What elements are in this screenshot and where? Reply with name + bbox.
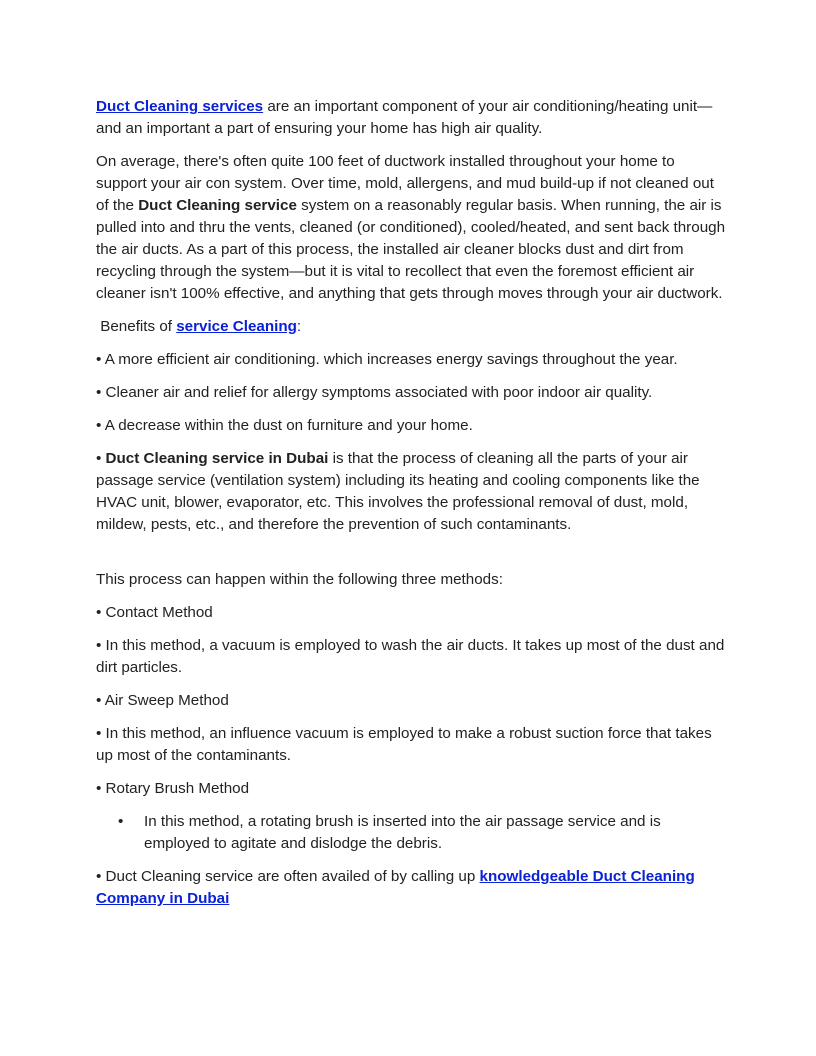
air-sweep-method: • Air Sweep Method (96, 692, 229, 709)
ductwork-text-a: On average, there's often quite 100 feet of ductwork installed throughout your home to support your air con system. Over time, mold, allergens, and mud build-up if not cleaned out of the (96, 153, 714, 214)
service-cleaning-link[interactable]: service Cleaning (176, 318, 297, 335)
contact-method-desc: • In this method, a vacuum is employed to wash the air ducts. It takes up most of the dust and dirt particles. (96, 637, 725, 676)
rotary-brush-method: • Rotary Brush Method (96, 780, 250, 797)
ductwork-paragraph (96, 151, 726, 305)
benefit-item: • Cleaner air and relief for allergy symptoms associated with poor indoor air quality. (96, 384, 653, 401)
ductwork-text-b: system on a reasonably regular basis. When running, the air is pulled into and thru the vents, cleaned (or conditioned), cooled/heated, and sent back through the air ducts. As a part of this process, the installed air cleaner blocks dust and dirt from recycling through the system—but it is vital to recollect that even the foremost efficient air cleaner isn't 100% effective, and anything that gets through moves through your air ductwork. (96, 197, 726, 302)
air-sweep-method-desc: • In this method, an influence vacuum is employed to make a robust suction force that takes up most of the contaminants. (96, 725, 712, 764)
contact-method: • Contact Method (96, 604, 213, 621)
knowledgeable-company-link[interactable]: knowledgeable Duct Cleaning Company in Dubai (96, 868, 695, 907)
intro-paragraph (96, 96, 726, 140)
rotary-brush-desc: In this method, a rotating brush is inserted into the air passage service and is employed to agitate and dislodge the debris. (144, 813, 661, 852)
duct-cleaning-dubai-bold: Duct Cleaning service in Dubai (105, 450, 329, 467)
blank-line (96, 547, 726, 569)
methods-intro: This process can happen within the following three methods: (96, 571, 503, 588)
benefits-colon: : (296, 318, 302, 335)
rotary-brush-desc-item (96, 811, 726, 855)
benefits-heading (96, 316, 726, 338)
closing-text: • Duct Cleaning service are often availed of by calling up (96, 868, 480, 885)
benefits-prefix: Benefits of (96, 318, 177, 335)
dubai-text: is that the process of cleaning all the parts of your air passage service (ventilation system) including its heating and cooling components like the HVAC unit, blower, evaporator, etc. This involves the professional removal of dust, mold, mildew, pests, etc., and therefore the prevention of such contaminants. (96, 450, 700, 533)
dubai-prefix: • (96, 450, 106, 467)
benefit-item: • A decrease within the dust on furniture and your home. (96, 417, 473, 434)
duct-cleaning-services-link[interactable]: Duct Cleaning services (96, 98, 264, 115)
duct-cleaning-service-bold: Duct Cleaning service (138, 197, 297, 214)
benefit-item: • A more efficient air conditioning. which increases energy savings throughout the year. (96, 351, 678, 368)
document-page (96, 96, 726, 921)
bullet-marker: • (118, 813, 124, 830)
dubai-paragraph (96, 448, 726, 536)
closing-paragraph (96, 866, 726, 910)
intro-text: are an important component of your air conditioning/heating unit—and an important a part of ensuring your home has high air quality. (96, 98, 713, 137)
